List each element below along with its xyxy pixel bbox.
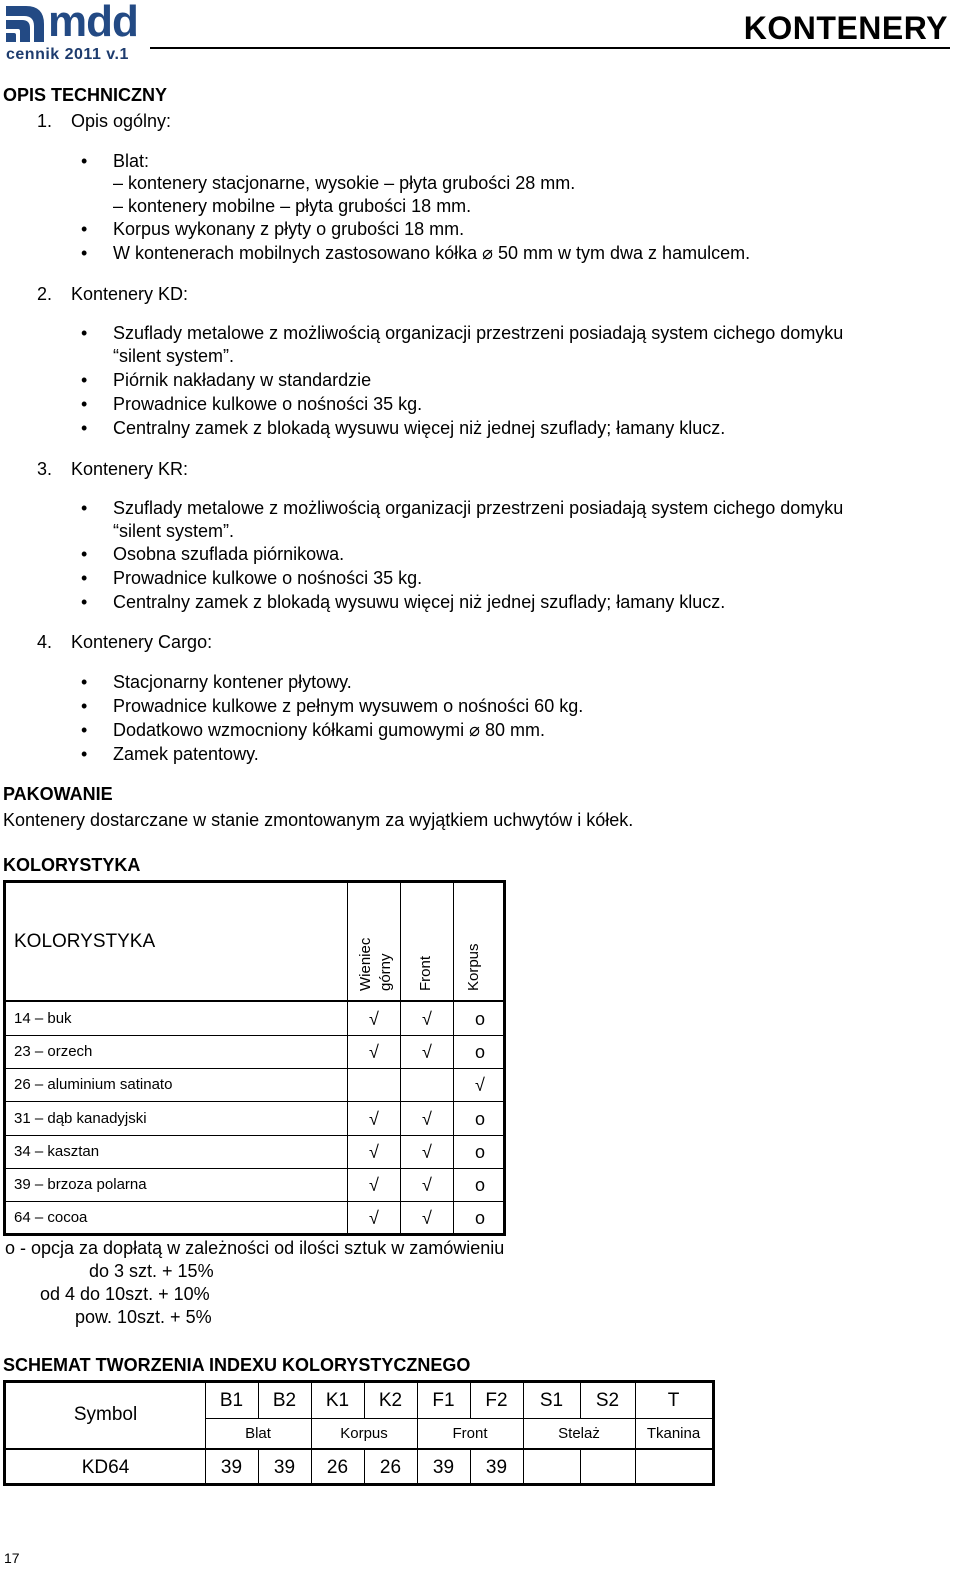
list-item: • Centralny zamek z blokadą wysuwu więcej niż jednej szuflady; łamany klucz. bbox=[113, 417, 725, 439]
code-cell: S1 bbox=[539, 1390, 564, 1411]
page-title: KONTENERY bbox=[743, 10, 948, 46]
column-header-wieniec: Wieniec bbox=[357, 937, 374, 991]
list-item-continuation: – kontenery mobilne – płyta grubości 18 mm. bbox=[113, 196, 472, 216]
example-value: 39 bbox=[485, 1457, 508, 1478]
color-row-name: 39 – brzoza polarna bbox=[14, 1176, 147, 1193]
list-item: • W kontenerach mobilnych zastosowano kółka ⌀ 50 mm w tym dwa z hamulcem. bbox=[113, 242, 750, 264]
korpus-mark: o bbox=[474, 1109, 485, 1129]
table-divider bbox=[400, 883, 401, 1233]
group-label: Front bbox=[452, 1425, 488, 1442]
color-row-name: 34 – kasztan bbox=[14, 1143, 100, 1160]
list-item: • Blat: bbox=[113, 150, 149, 172]
wieniec-mark: √ bbox=[369, 1009, 379, 1029]
mdd-logo bbox=[4, 0, 144, 66]
code-cell: B1 bbox=[219, 1390, 244, 1411]
front-mark: √ bbox=[422, 1208, 432, 1228]
front-mark: √ bbox=[422, 1042, 432, 1062]
group-label: Stelaż bbox=[558, 1425, 600, 1442]
table-divider bbox=[453, 883, 454, 1233]
table-divider bbox=[6, 1000, 503, 1002]
list-item: • Stacjonarny kontener płytowy. bbox=[113, 671, 352, 693]
table-divider bbox=[6, 1035, 503, 1036]
code-cell: S2 bbox=[595, 1390, 620, 1411]
list-item: • Prowadnice kulkowe z pełnym wysuwem o nośności 60 kg. bbox=[113, 695, 583, 717]
table-divider bbox=[6, 1201, 503, 1202]
color-table bbox=[3, 880, 506, 1236]
pakowanie-text: Kontenery dostarczane w stanie zmontowanym za wyjątkiem uchwytów i kółek. bbox=[3, 810, 634, 830]
table-divider bbox=[6, 1135, 503, 1136]
section-3-title: Kontenery KR: bbox=[71, 459, 189, 479]
code-cell: K1 bbox=[325, 1390, 350, 1411]
korpus-mark: √ bbox=[475, 1075, 485, 1095]
code-cell: B2 bbox=[272, 1390, 297, 1411]
surcharge-line: pow. 10szt. + 5% bbox=[75, 1307, 212, 1327]
list-item: • Korpus wykonany z płyty o grubości 18 mm. bbox=[113, 218, 464, 240]
table-divider bbox=[580, 1448, 581, 1483]
table-divider bbox=[6, 1448, 712, 1450]
color-row-name: 64 – cocoa bbox=[14, 1209, 88, 1226]
page-number: 17 bbox=[4, 1550, 20, 1566]
color-row-name: 26 – aluminium satinato bbox=[14, 1076, 173, 1093]
front-mark: √ bbox=[422, 1142, 432, 1162]
section-heading-opis: OPIS TECHNICZNY bbox=[3, 85, 168, 105]
code-cell: F2 bbox=[485, 1390, 508, 1411]
group-label: Korpus bbox=[340, 1425, 388, 1442]
list-item: • Prowadnice kulkowe o nośności 35 kg. bbox=[113, 393, 422, 415]
list-item-continuation: “silent system”. bbox=[113, 346, 235, 366]
list-item: • Szuflady metalowe z możliwością organizacji przestrzeni posiadają system cichego domyku bbox=[113, 322, 843, 344]
section-heading-pakowanie: PAKOWANIE bbox=[3, 784, 113, 804]
index-schema-table bbox=[3, 1380, 715, 1486]
code-cell: K2 bbox=[378, 1390, 403, 1411]
example-value: 39 bbox=[432, 1457, 455, 1478]
section-heading-schemat: SCHEMAT TWORZENIA INDEXU KOLORYSTYCZNEGO bbox=[3, 1355, 471, 1375]
column-header-front: Front bbox=[417, 955, 434, 991]
example-value: 39 bbox=[273, 1457, 296, 1478]
color-row-name: 14 – buk bbox=[14, 1010, 72, 1027]
list-item: • Szuflady metalowe z możliwością organizacji przestrzeni posiadają system cichego domyku bbox=[113, 497, 843, 519]
logo-wordmark: mdd bbox=[48, 0, 138, 46]
section-4-title: Kontenery Cargo: bbox=[71, 632, 213, 652]
group-label: Blat bbox=[245, 1425, 271, 1442]
wieniec-mark: √ bbox=[369, 1042, 379, 1062]
color-row-name: 31 – dąb kanadyjski bbox=[14, 1110, 147, 1127]
table-divider bbox=[6, 1068, 503, 1069]
section-1-number: 1. bbox=[37, 111, 53, 131]
section-1-title: Opis ogólny: bbox=[71, 111, 172, 131]
surcharge-line: od 4 do 10szt. + 10% bbox=[40, 1284, 210, 1304]
wieniec-mark: √ bbox=[369, 1142, 379, 1162]
front-mark: √ bbox=[422, 1175, 432, 1195]
example-symbol: KD64 bbox=[81, 1457, 130, 1478]
wieniec-mark: √ bbox=[369, 1175, 379, 1195]
section-2-number: 2. bbox=[37, 284, 53, 304]
symbol-label: Symbol bbox=[73, 1404, 138, 1425]
list-item: • Osobna szuflada piórnikowa. bbox=[113, 543, 344, 565]
table-divider bbox=[6, 1101, 503, 1102]
example-value: 26 bbox=[379, 1457, 402, 1478]
korpus-mark: o bbox=[474, 1042, 485, 1062]
group-label: Tkanina bbox=[646, 1425, 701, 1442]
section-heading-kolorystyka: KOLORYSTYKA bbox=[3, 855, 141, 875]
list-item: • Piórnik nakładany w standardzie bbox=[113, 369, 371, 391]
list-item: • Prowadnice kulkowe o nośności 35 kg. bbox=[113, 567, 422, 589]
mdd-logo-mark-icon bbox=[4, 4, 46, 44]
surcharge-line: do 3 szt. + 15% bbox=[89, 1261, 214, 1281]
list-item-continuation: “silent system”. bbox=[113, 521, 235, 541]
korpus-mark: o bbox=[474, 1208, 485, 1228]
example-value: 26 bbox=[326, 1457, 349, 1478]
column-header-gorny: górny bbox=[377, 953, 394, 991]
example-value: 39 bbox=[220, 1457, 243, 1478]
header-divider bbox=[150, 47, 950, 49]
wieniec-mark: √ bbox=[369, 1109, 379, 1129]
wieniec-mark: √ bbox=[369, 1208, 379, 1228]
logo-subtitle: cennik 2011 v.1 bbox=[6, 46, 129, 63]
list-item: • Dodatkowo wzmocniony kółkami gumowymi ⌀ 80 mm. bbox=[113, 719, 545, 741]
color-row-name: 23 – orzech bbox=[14, 1043, 93, 1060]
table-divider bbox=[347, 883, 348, 1233]
section-4-number: 4. bbox=[37, 632, 53, 652]
table-divider bbox=[205, 1418, 712, 1419]
list-item: • Centralny zamek z blokadą wysuwu więcej niż jednej szuflady; łamany klucz. bbox=[113, 591, 725, 613]
table-divider bbox=[6, 1168, 503, 1169]
code-cell: F1 bbox=[432, 1390, 455, 1411]
korpus-mark: o bbox=[474, 1009, 485, 1029]
front-mark: √ bbox=[422, 1009, 432, 1029]
front-mark: √ bbox=[422, 1109, 432, 1129]
section-2-title: Kontenery KD: bbox=[71, 284, 189, 304]
color-table-header-label: KOLORYSTYKA bbox=[14, 931, 156, 952]
option-note: o - opcja za dopłatą w zależności od ilości sztuk w zamówieniu bbox=[5, 1238, 505, 1258]
list-item: • Zamek patentowy. bbox=[113, 743, 259, 765]
korpus-mark: o bbox=[474, 1175, 485, 1195]
column-header-korpus: Korpus bbox=[465, 943, 482, 991]
list-item-continuation: – kontenery stacjonarne, wysokie – płyta grubości 28 mm. bbox=[113, 173, 576, 193]
korpus-mark: o bbox=[474, 1142, 485, 1162]
code-cell: T bbox=[667, 1390, 680, 1411]
section-3-number: 3. bbox=[37, 459, 53, 479]
